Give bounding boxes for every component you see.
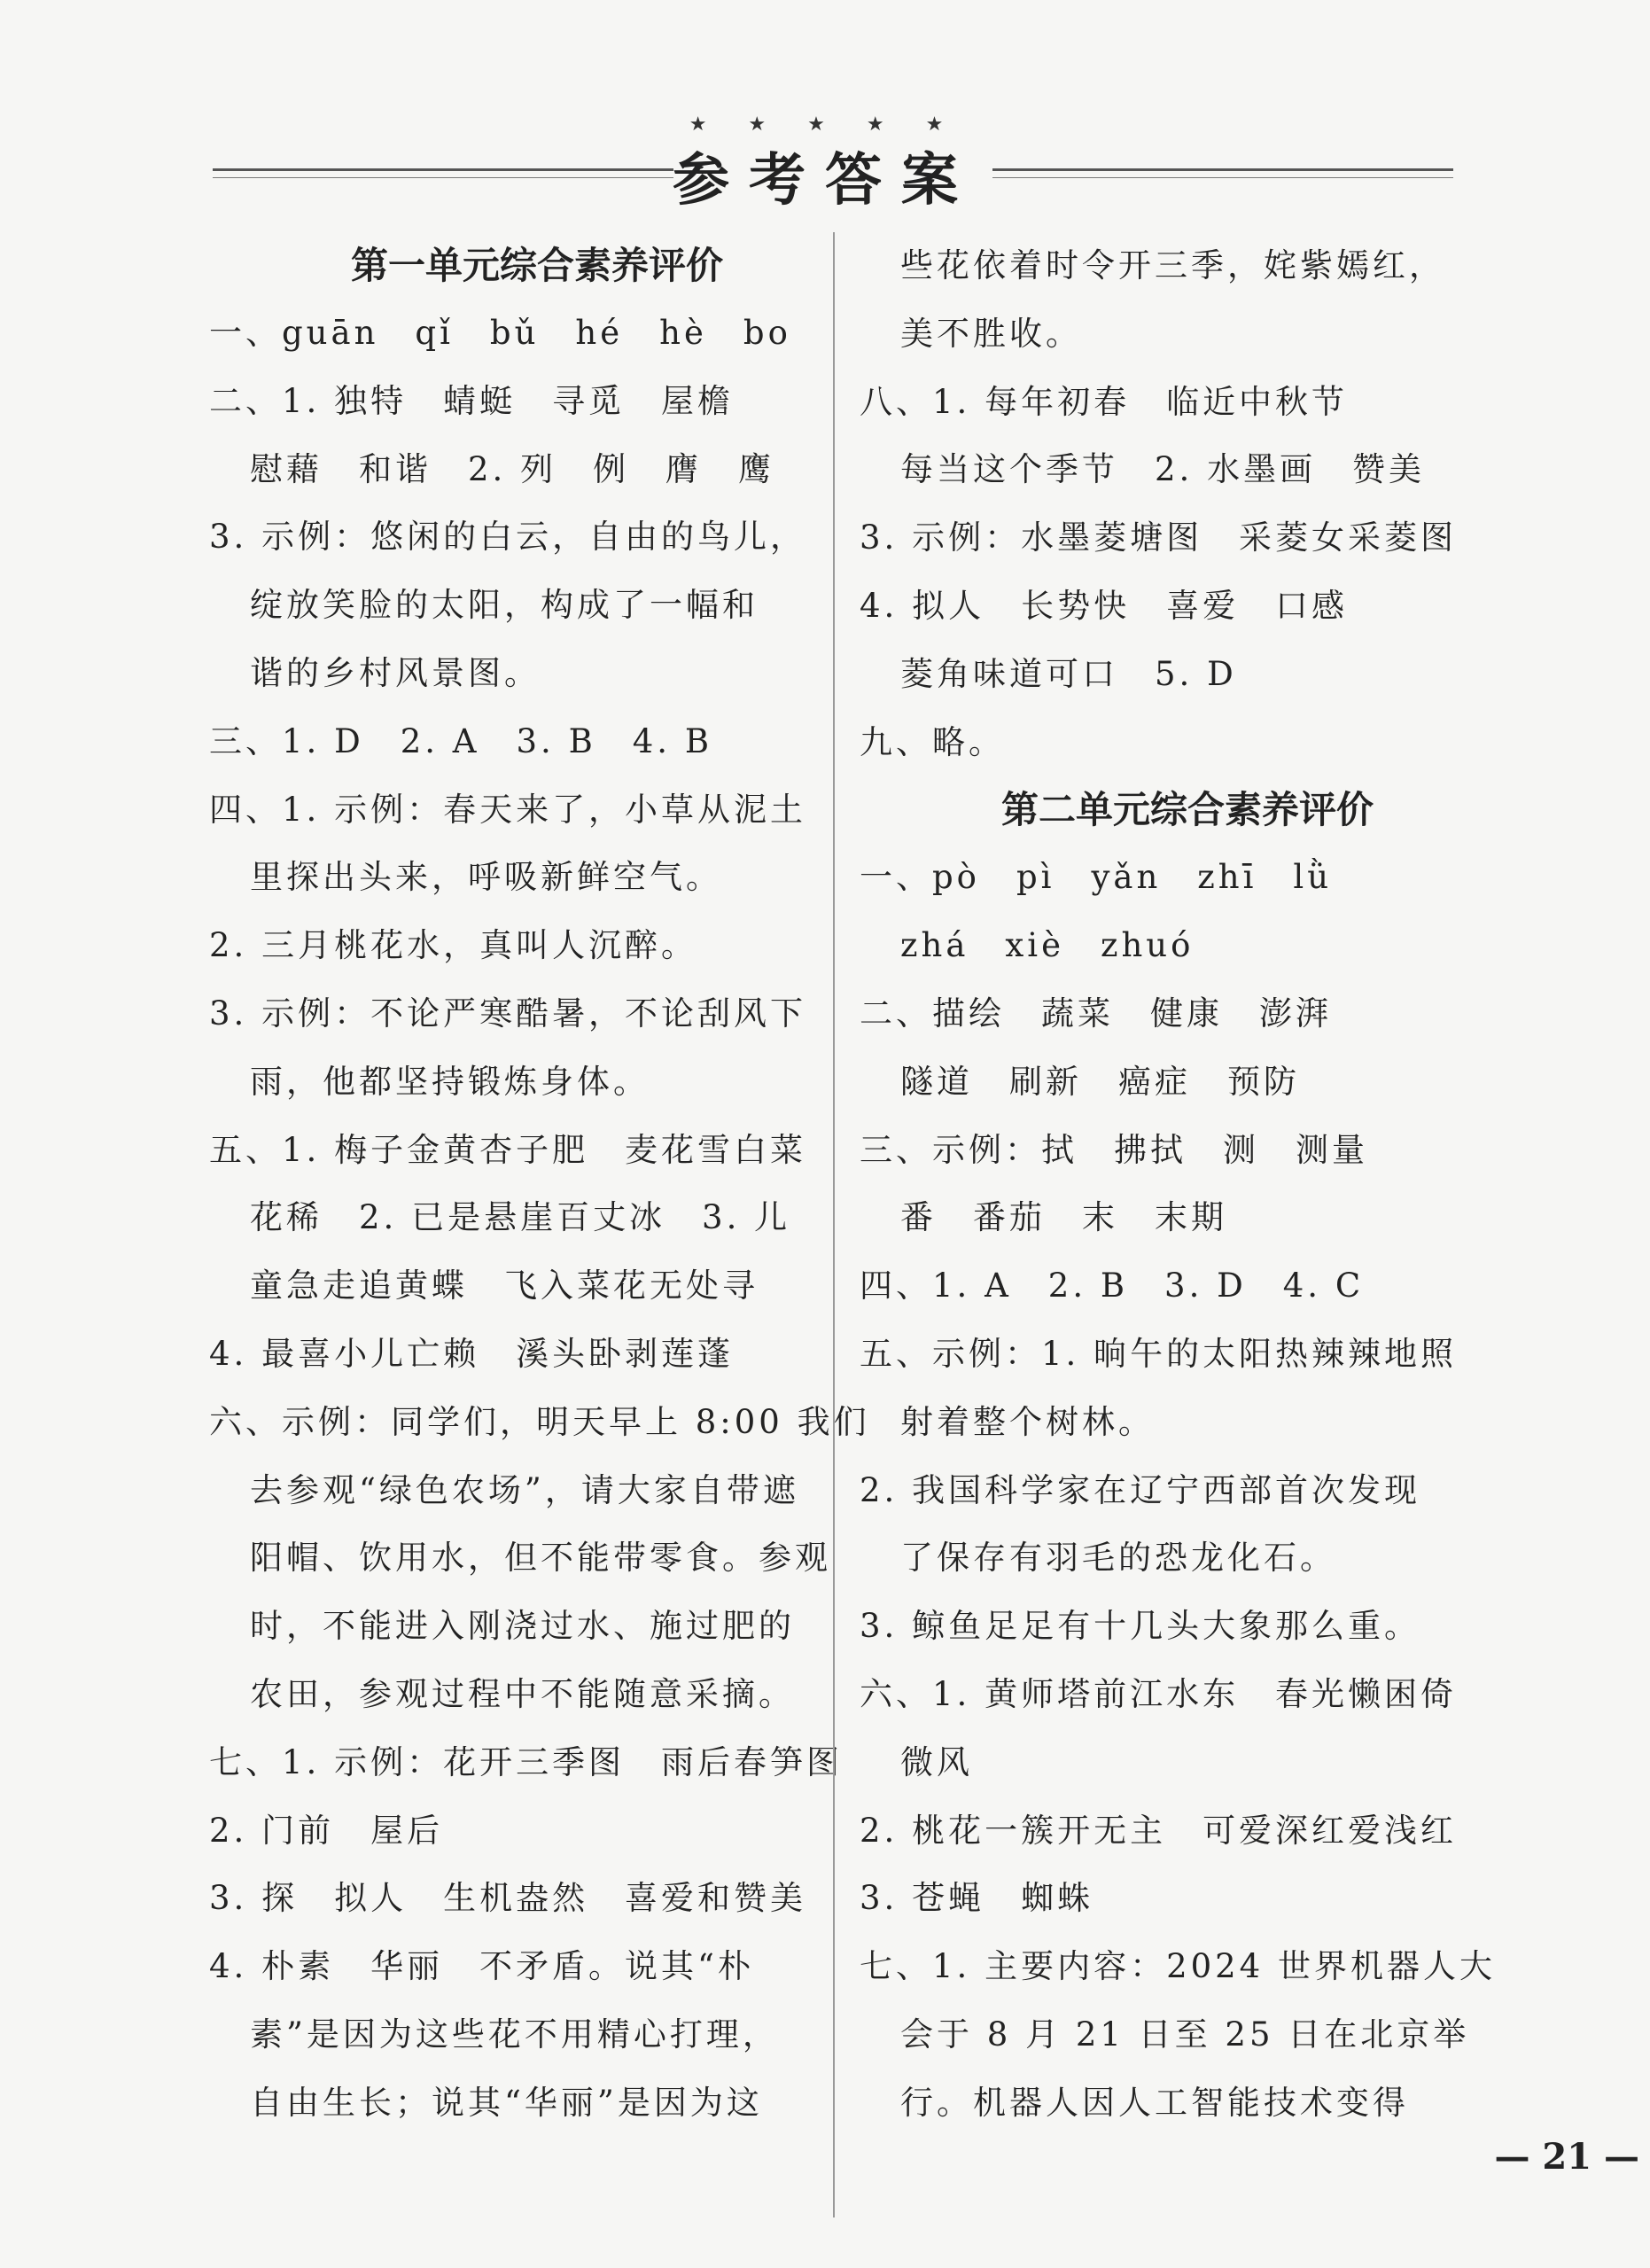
section-title-unit-1: 第一单元综合素养评价: [350, 244, 723, 287]
answer-line: 六、示例：同学们，明天早上 8:00 我们: [209, 1402, 870, 1441]
title-rule-right-top: [992, 168, 1453, 171]
answer-line: 五、1. 梅子金黄杏子肥 麦花雪白菜: [209, 1130, 807, 1169]
answer-line: zhá xiè zhuó: [900, 926, 1195, 965]
answer-line: 3. 苍蝇 蜘蛛: [860, 1879, 1094, 1918]
answer-line: 微风: [900, 1742, 973, 1781]
answer-line: 三、示例：拭 拂拭 测 测量: [860, 1130, 1368, 1169]
answer-line: 四、1. 示例：春天来了，小草从泥土: [209, 790, 807, 829]
answer-line: 2. 桃花一簇开无主 可爱深红爱浅红: [860, 1811, 1458, 1850]
answer-line: 3. 示例：不论严寒酷暑，不论刮风下: [209, 994, 807, 1033]
answer-line: 四、1. A 2. B 3. D 4. C: [860, 1266, 1365, 1305]
page-header: [0, 0, 1650, 213]
answer-line: 花稀 2. 已是悬崖百丈冰 3. 儿: [250, 1198, 791, 1237]
answer-line: 七、1. 示例：花开三季图 雨后春笋图: [209, 1742, 844, 1781]
answer-line: 4. 朴素 华丽 不矛盾。说其“朴: [209, 1947, 754, 1986]
answer-line: 一、pò pì yǎn zhī lǜ: [860, 858, 1333, 897]
left-column: [209, 232, 870, 2138]
column-divider: [833, 232, 835, 2217]
answer-line: 些花依着时令开三季，姹紫嫣红，: [900, 246, 1445, 284]
section-title-unit-2: 第二单元综合素养评价: [1000, 788, 1374, 832]
title-rule-right-bottom: [992, 177, 1453, 178]
answer-line: 美不胜收。: [900, 314, 1082, 353]
answer-line: 雨，他都坚持锻炼身体。: [250, 1062, 650, 1101]
answer-line: 2. 门前 屋后: [209, 1811, 444, 1850]
answer-line: 二、描绘 蔬菜 健康 澎湃: [860, 994, 1332, 1033]
answer-line: 六、1. 黄师塔前江水东 春光懒困倚: [860, 1674, 1458, 1713]
answer-line: 五、示例：1. 晌午的太阳热辣辣地照: [860, 1334, 1458, 1373]
answer-line: 番 番茄 末 末期: [900, 1198, 1227, 1237]
answer-line: 一、guān qǐ bǔ hé hè bo: [209, 314, 791, 352]
answer-line: 去参观“绿色农场”，请大家自带遮: [250, 1470, 799, 1509]
answer-line: 射着整个树林。: [900, 1402, 1155, 1441]
page-title: 参考答案: [673, 148, 977, 214]
answer-line: 自由生长；说其“华丽”是因为这: [250, 2083, 763, 2122]
answer-line: 3. 鲸鱼足足有十几头大象那么重。: [860, 1607, 1421, 1646]
answer-line: 行。机器人因人工智能技术变得: [900, 2083, 1409, 2122]
decorative-stars: ★ ★ ★ ★ ★: [689, 113, 961, 136]
answer-line: 4. 拟人 长势快 喜爱 口感: [860, 586, 1349, 625]
answer-line: 三、1. D 2. A 3. B 4. B: [209, 721, 713, 760]
answer-line: 隧道 刷新 癌症 预防: [900, 1062, 1300, 1101]
page-number: — 21 —: [1494, 2136, 1639, 2178]
right-column: [860, 232, 1515, 2138]
answer-line: 3. 示例：悠闲的白云，自由的鸟儿，: [209, 518, 807, 557]
answer-line: 二、1. 独特 蜻蜓 寻觅 屋檐: [209, 381, 735, 420]
answer-line: 慰藉 和谐 2. 列 例 膺 鹰: [250, 449, 775, 488]
answer-line: 2. 三月桃花水，真叫人沉醉。: [209, 926, 698, 965]
answer-line: 九、略。: [860, 722, 1005, 761]
answer-line: 里探出头来，呼吸新鲜空气。: [250, 858, 722, 897]
answer-line: 绽放笑脸的太阳，构成了一幅和: [250, 586, 759, 625]
answer-line: 3. 探 拟人 生机盎然 喜爱和赞美: [209, 1879, 807, 1918]
answer-line: 3. 示例：水墨菱塘图 采菱女采菱图: [860, 518, 1458, 557]
answer-line: 4. 最喜小儿亡赖 溪头卧剥莲蓬: [209, 1334, 735, 1373]
answer-line: 素”是因为这些花不用精心打理，: [250, 2015, 779, 2054]
answer-line: 阳帽、饮用水，但不能带零食。参观: [250, 1539, 831, 1578]
answer-line: 会于 8 月 21 日至 25 日在北京举: [900, 2015, 1470, 2054]
answer-line: 七、1. 主要内容：2024 世界机器人大: [860, 1947, 1496, 1986]
answer-line: 童急走追黄蝶 飞入菜花无处寻: [250, 1266, 759, 1305]
answer-line: 八、1. 每年初春 临近中秋节: [860, 382, 1349, 421]
answer-line: 2. 我国科学家在辽宁西部首次发现: [860, 1470, 1421, 1509]
answer-line: 每当这个季节 2. 水墨画 赞美: [900, 450, 1426, 489]
answer-line: 了保存有羽毛的恐龙化石。: [900, 1539, 1336, 1578]
answer-line: 菱角味道可口 5. D: [900, 654, 1237, 693]
answer-line: 谐的乡村风景图。: [250, 653, 541, 692]
answer-line: 时，不能进入刚浇过水、施过肥的: [250, 1607, 795, 1646]
answer-line: 农田，参观过程中不能随意采摘。: [250, 1674, 795, 1713]
